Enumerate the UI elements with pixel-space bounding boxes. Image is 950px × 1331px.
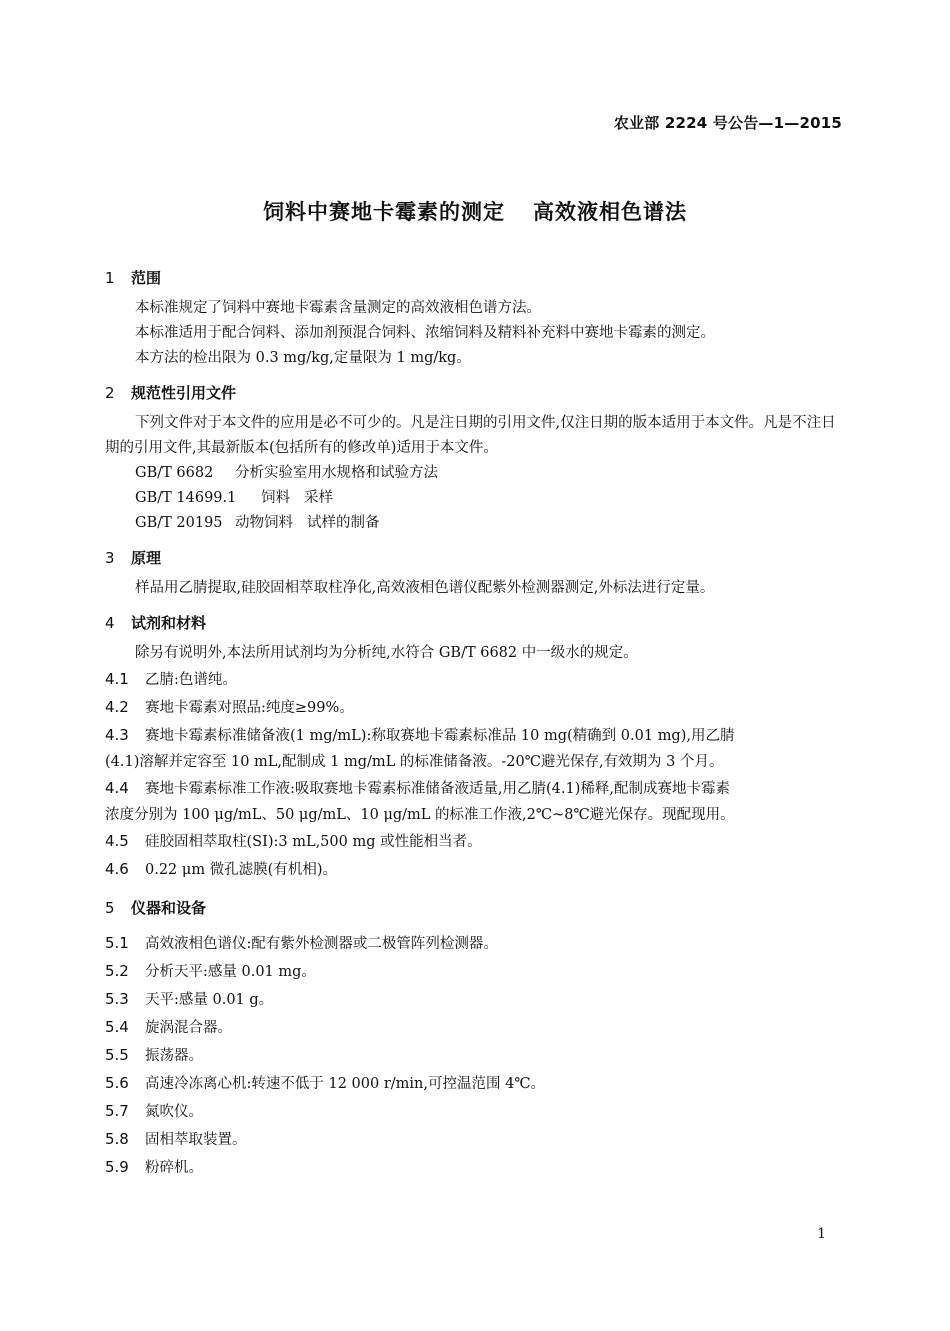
list-item: 4.6 0.22 μm 微孔滤膜(有机相)。	[105, 860, 337, 878]
reference-item: GB/T 6682 分析实验室用水规格和试验方法	[135, 465, 438, 481]
list-item: 5.7 氮吹仪。	[105, 1102, 203, 1120]
paragraph: 本方法的检出限为 0.3 mg/kg,定量限为 1 mg/kg。	[135, 350, 471, 366]
paragraph: 本标准规定了饲料中赛地卡霉素含量测定的高效液相色谱方法。	[135, 300, 541, 316]
reference-item: GB/T 14699.1 饲料 采样	[135, 490, 333, 506]
reference-item: GB/T 20195 动物饲料 试样的制备	[135, 515, 380, 531]
paragraph: 本标准适用于配合饲料、添加剂预混合饲料、浓缩饲料及精料补充料中赛地卡霉素的测定。	[135, 325, 715, 341]
document-title	[0, 196, 950, 226]
paragraph: 下列文件对于本文件的应用是必不可少的。凡是注日期的引用文件,仅注日期的版本适用于本文件。凡是不注日期的引用文件,其最新版本(包括所有的修改单)适用于本文件。	[105, 415, 836, 456]
section-heading-2: 2 规范性引用文件	[105, 384, 237, 402]
document-body	[105, 264, 845, 1182]
list-item: 4.4 赛地卡霉素标准工作液:吸取赛地卡霉素标准储备液适量,用乙腈(4.1)稀释,配制成赛地卡霉素 浓度分别为 100 μg/mL、50 μg/mL、10 μg/mL 的标准工作液,2℃~8℃避光保存。现配现用。	[105, 779, 735, 823]
title-method: 高效液相色谱法	[533, 200, 687, 224]
section-heading-5: 5 仪器和设备	[105, 899, 207, 917]
page-number: 1	[817, 1226, 826, 1242]
section-heading-3: 3 原理	[105, 549, 162, 567]
list-item: 5.9 粉碎机。	[105, 1158, 203, 1176]
paragraph: 除另有说明外,本法所用试剂均为分析纯,水符合 GB/T 6682 中一级水的规定。	[135, 645, 638, 661]
title-main: 饲料中赛地卡霉素的测定	[263, 200, 505, 224]
document-code: 农业部 2224 号公告—1—2015	[613, 114, 842, 132]
list-item: 4.2 赛地卡霉素对照品:纯度≥99%。	[105, 698, 354, 716]
list-item: 4.3 赛地卡霉素标准储备液(1 mg/mL):称取赛地卡霉素标准品 10 mg(精确到 0.01 mg),用乙腈 (4.1)溶解并定容至 10 mL,配制成 1 mg/mL 的标准储备液。-20℃避光保存,有效期为 3 个月。	[105, 726, 735, 770]
list-item: 5.2 分析天平:感量 0.01 mg。	[105, 962, 316, 980]
list-item: 5.6 高速冷冻离心机:转速不低于 12 000 r/min,可控温范围 4℃。	[105, 1074, 546, 1092]
list-item: 4.5 硅胶固相萃取柱(SI):3 mL,500 mg 或性能相当者。	[105, 832, 482, 850]
section-heading-1: 1 范围	[105, 269, 162, 287]
section-heading-4: 4 试剂和材料	[105, 614, 207, 632]
list-item: 5.8 固相萃取装置。	[105, 1130, 247, 1148]
list-item: 5.1 高效液相色谱仪:配有紫外检测器或二极管阵列检测器。	[105, 934, 498, 952]
list-item: 5.3 天平:感量 0.01 g。	[105, 990, 274, 1008]
list-item: 5.4 旋涡混合器。	[105, 1018, 232, 1036]
paragraph: 样品用乙腈提取,硅胶固相萃取柱净化,高效液相色谱仪配紫外检测器测定,外标法进行定量。	[135, 580, 715, 596]
list-item: 5.5 振荡器。	[105, 1046, 203, 1064]
list-item: 4.1 乙腈:色谱纯。	[105, 670, 237, 688]
